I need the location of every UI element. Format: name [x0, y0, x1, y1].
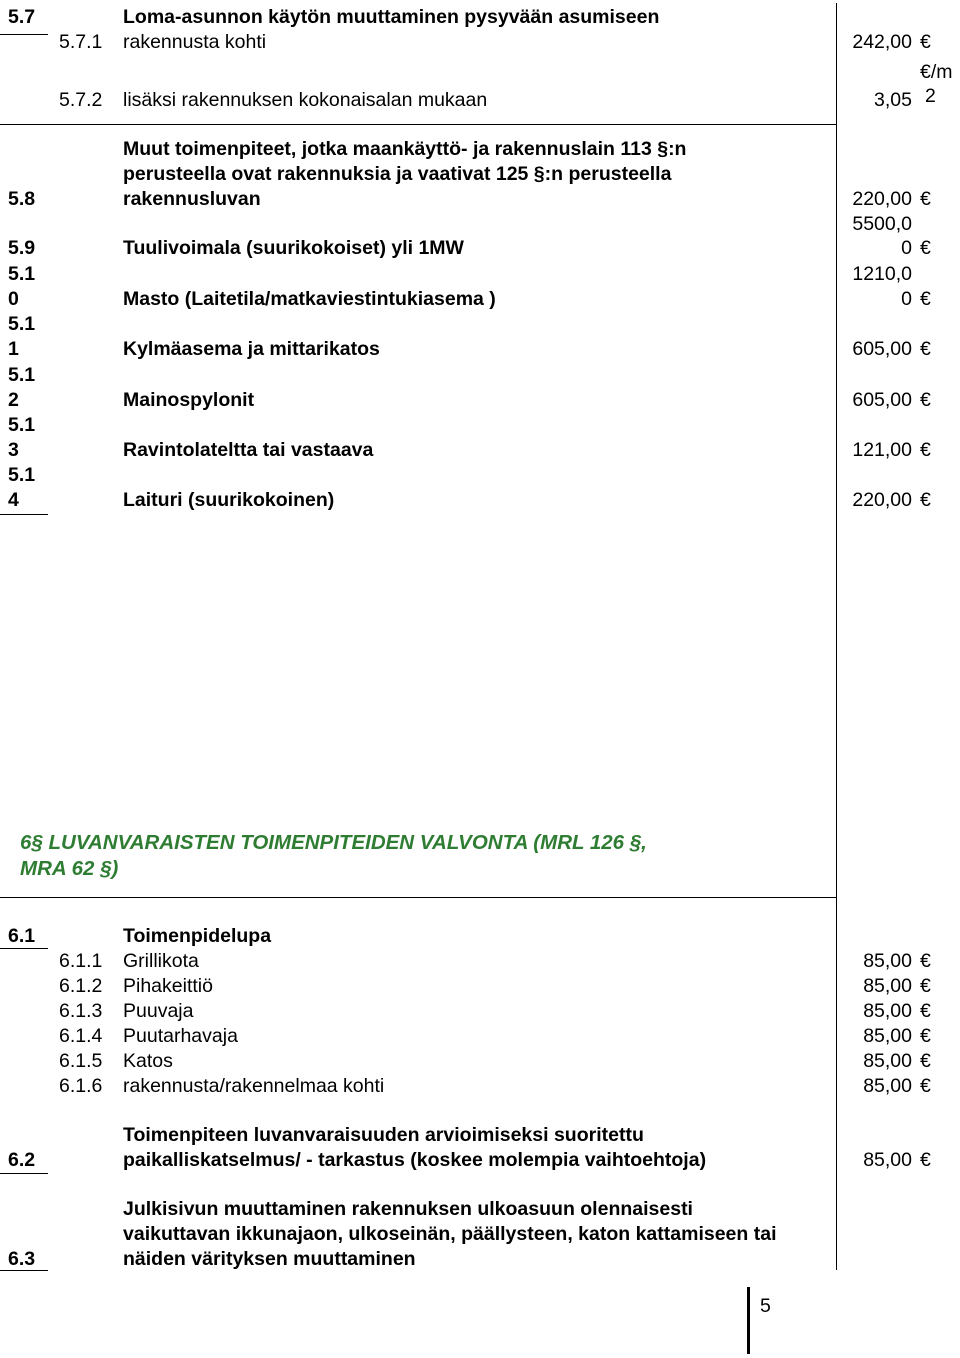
- row-5-13-label: Ravintolateltta tai vastaava: [123, 439, 374, 461]
- row-5-12-price: 605,00: [852, 389, 912, 411]
- row-5-12-label: Mainospylonit: [123, 389, 255, 411]
- row-6-2-line2: paikalliskatselmus/ - tarkastus (koskee molempia vaihtoehtoja): [123, 1149, 707, 1171]
- row-6-2-price: 85,00: [863, 1149, 912, 1171]
- item-number: 6.1.5: [59, 1050, 103, 1072]
- row-5-14-label: Laituri (suurikokoinen): [123, 489, 335, 511]
- row-5-7-title: Loma-asunnon käytön muuttaminen pysyvään asumiseen: [123, 6, 660, 28]
- row-5-14-underline: [0, 514, 48, 515]
- row-5-12-number-line1: 5.1: [8, 364, 36, 386]
- item-number: 6.1.6: [59, 1075, 103, 1097]
- row-6-3-number: 6.3: [8, 1248, 36, 1270]
- row-5-11-number-line2: 1: [8, 338, 19, 360]
- row-5-7-1-label: rakennusta kohti: [123, 31, 267, 53]
- euro-icon: €: [920, 950, 931, 972]
- row-5-7-number: 5.7: [8, 6, 36, 28]
- row-5-12-number-line2: 2: [8, 389, 19, 411]
- item-price: 85,00: [863, 1075, 912, 1097]
- item-number: 6.1.3: [59, 1000, 103, 1022]
- row-5-8-line2: perusteella ovat rakennuksia ja vaativat 125 §:n perusteella: [123, 163, 672, 185]
- item-label: Pihakeittiö: [123, 975, 213, 997]
- row-5-14-number-line1: 5.1: [8, 464, 36, 486]
- row-6-1-number: 6.1: [8, 925, 36, 947]
- row-5-7-2-price: 3,05: [874, 89, 912, 111]
- page-number: 5: [760, 1295, 771, 1317]
- item-price: 85,00: [863, 1025, 912, 1047]
- euro-icon: €: [920, 1075, 931, 1097]
- item-number: 6.1.2: [59, 975, 103, 997]
- row-5-14-price: 220,00: [852, 489, 912, 511]
- row-6-3-line3: näiden värityksen muuttaminen: [123, 1248, 416, 1270]
- row-6-1-title: Toimenpidelupa: [123, 925, 272, 947]
- page-number-bar: [747, 1287, 750, 1354]
- row-6-3-line1: Julkisivun muuttaminen rakennuksen ulkoasuun olennaisesti: [123, 1198, 693, 1220]
- row-5-11-price: 605,00: [852, 338, 912, 360]
- row-5-8-line1: Muut toimenpiteet, jotka maankäyttö- ja rakennuslain 113 §:n: [123, 138, 687, 160]
- row-5-13-euro-icon: €: [920, 439, 931, 461]
- row-6-2-line1: Toimenpiteen luvanvaraisuuden arvioimiseksi suoritettu: [123, 1124, 644, 1146]
- row-5-11-label: Kylmäasema ja mittarikatos: [123, 338, 380, 360]
- section-divider-top: [0, 34, 48, 35]
- row-5-14-euro-icon: €: [920, 489, 931, 511]
- row-5-9-price-line2: 0: [901, 237, 912, 259]
- row-5-7-2-label: lisäksi rakennuksen kokonaisalan mukaan: [123, 89, 488, 111]
- row-5-7-1-euro-icon: €: [920, 31, 931, 53]
- row-6-2-euro-icon: €: [920, 1149, 931, 1171]
- row-6-2-underline: [0, 1173, 48, 1174]
- row-5-8-number: 5.8: [8, 188, 36, 210]
- row-6-1-underline: [0, 948, 48, 949]
- item-price: 85,00: [863, 950, 912, 972]
- row-5-10-price-line2: 0: [901, 288, 912, 310]
- item-label: rakennusta/rakennelmaa kohti: [123, 1075, 385, 1097]
- row-5-10-price-line1: 1210,0: [852, 263, 912, 285]
- row-5-7-2-unit: €/m: [920, 61, 953, 83]
- row-5-11-number-line1: 5.1: [8, 313, 36, 335]
- row-6-3-line2: vaikuttavan ikkunajaon, ulkoseinän, päällysteen, katon kattamiseen tai: [123, 1223, 777, 1245]
- row-5-14-number-line2: 4: [8, 489, 19, 511]
- item-number: 6.1.4: [59, 1025, 103, 1047]
- item-price: 85,00: [863, 1050, 912, 1072]
- row-5-9-price-line1: 5500,0: [852, 213, 912, 235]
- row-5-9-label: Tuulivoimala (suurikokoiset) yli 1MW: [123, 237, 464, 259]
- row-5-7-2-number: 5.7.2: [59, 89, 103, 111]
- section-divider-mid: [0, 124, 836, 125]
- row-5-10-number-line2: 0: [8, 288, 19, 310]
- row-5-13-price: 121,00: [852, 439, 912, 461]
- row-5-7-2-unit-exponent: 2: [925, 85, 936, 107]
- euro-icon: €: [920, 1000, 931, 1022]
- row-5-9-number: 5.9: [8, 237, 36, 259]
- item-label: Grillikota: [123, 950, 199, 972]
- row-5-10-euro-icon: €: [920, 288, 931, 310]
- row-5-9-euro-icon: €: [920, 237, 931, 259]
- row-5-7-1-price: 242,00: [852, 31, 912, 53]
- item-price: 85,00: [863, 975, 912, 997]
- row-5-8-euro-icon: €: [920, 188, 931, 210]
- row-5-13-number-line2: 3: [8, 439, 19, 461]
- row-5-11-euro-icon: €: [920, 338, 931, 360]
- item-price: 85,00: [863, 1000, 912, 1022]
- item-label: Puuvaja: [123, 1000, 194, 1022]
- row-5-10-number-line1: 5.1: [8, 263, 36, 285]
- row-5-10-label: Masto (Laitetila/matkaviestintukiasema ): [123, 288, 496, 310]
- section-6-heading-line2: MRA 62 §): [20, 857, 119, 880]
- section-divider-6-top: [0, 897, 836, 898]
- section-6-heading: [20, 830, 820, 882]
- euro-icon: €: [920, 975, 931, 997]
- row-5-8-line3: rakennusluvan: [123, 188, 261, 210]
- row-5-13-number-line1: 5.1: [8, 414, 36, 436]
- row-5-12-euro-icon: €: [920, 389, 931, 411]
- euro-icon: €: [920, 1050, 931, 1072]
- row-5-7-1-number: 5.7.1: [59, 31, 103, 53]
- section-6-heading-line1: 6§ LUVANVARAISTEN TOIMENPITEIDEN VALVONTA (MRL 126 §,: [20, 831, 647, 854]
- item-label: Puutarhavaja: [123, 1025, 238, 1047]
- item-number: 6.1.1: [59, 950, 103, 972]
- row-5-8-price: 220,00: [852, 188, 912, 210]
- euro-icon: €: [920, 1025, 931, 1047]
- row-6-2-number: 6.2: [8, 1149, 36, 1171]
- item-label: Katos: [123, 1050, 173, 1072]
